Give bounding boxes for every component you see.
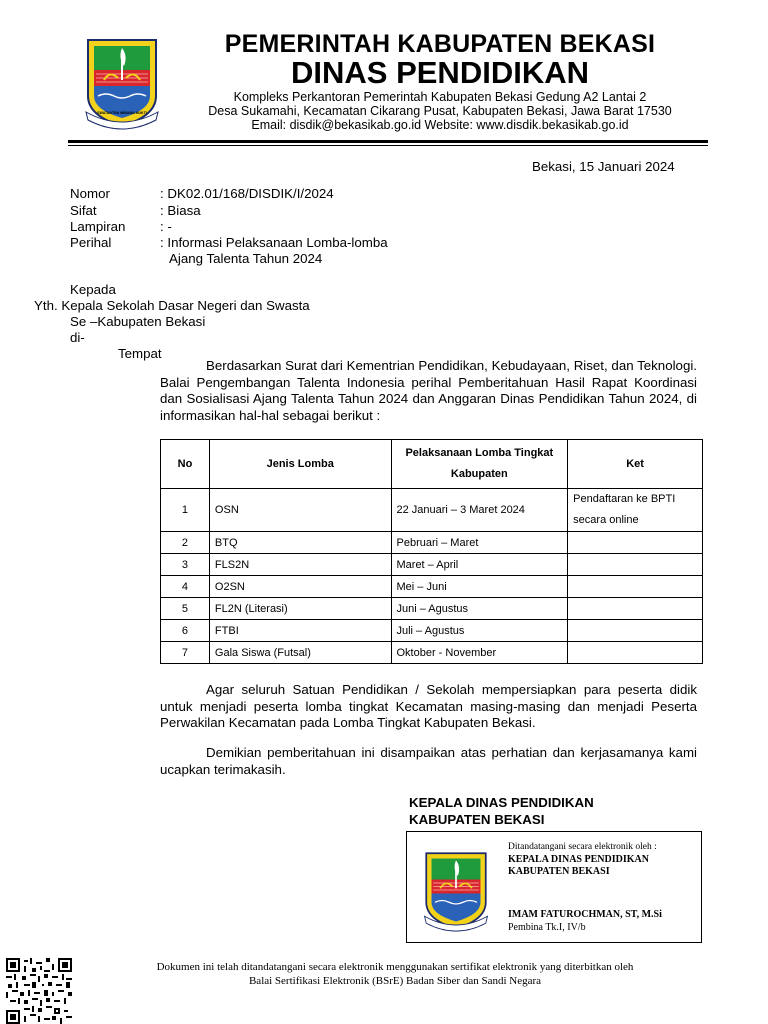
- row-jenis: BTQ: [209, 532, 391, 554]
- recipient-yth: Yth. Kepala Sekolah Dasar Negeri dan Swasta: [34, 298, 310, 313]
- row-ket: [568, 554, 703, 576]
- row-waktu: Pebruari – Maret: [391, 532, 568, 554]
- agency-name: DINAS PENDIDIKAN: [291, 55, 589, 90]
- table-row: [161, 598, 703, 620]
- row-ket: [568, 598, 703, 620]
- row-no: 3: [161, 554, 210, 576]
- table-row: [161, 532, 703, 554]
- row-jenis: FL2N (Literasi): [209, 598, 391, 620]
- footer-line-2: Balai Sertifikasi Elektronik (BSrE) Badan Siber dan Sandi Negara: [248, 975, 542, 987]
- row-no: 4: [161, 576, 210, 598]
- nomor-label: Nomor: [70, 186, 110, 201]
- body-paragraph-3: Demikian pemberitahuan ini disampaikan atas perhatian dan kerjasamanya kami ucapkan terimakasih.: [160, 745, 697, 777]
- row-ket: [568, 620, 703, 642]
- row-ket: [568, 489, 703, 532]
- header-pelaksanaan-line1: Pelaksanaan Lomba Tingkat: [405, 447, 554, 459]
- electronic-signature-box: [406, 831, 702, 943]
- table-row: [161, 576, 703, 598]
- row-waktu: Mei – Juni: [391, 576, 568, 598]
- row-ket: [568, 576, 703, 598]
- table-row: [161, 489, 703, 532]
- table-header-row: [161, 440, 703, 489]
- bekasi-coat-of-arms-logo: [82, 34, 162, 130]
- recipient-di: di-: [70, 330, 85, 345]
- header-no: No: [161, 440, 210, 489]
- body-paragraph-2: Agar seluruh Satuan Pendidikan / Sekolah mempersiapkan para peserta didik untuk menjadi peserta lomba tingkat Kecamatan masing-masing dan menjadi Peserta Perwakilan Kecamatan pada Lomba Tingkat Kabupaten Bekasi.: [160, 682, 697, 730]
- header-ket: Ket: [568, 440, 703, 489]
- row-waktu: Juli – Agustus: [391, 620, 568, 642]
- signatory-title-2: KABUPATEN BEKASI: [409, 812, 545, 827]
- row-no: 1: [161, 489, 210, 532]
- row-waktu: 22 Januari – 3 Maret 2024: [391, 489, 568, 532]
- row-jenis: FTBI: [209, 620, 391, 642]
- signature-title-2: KABUPATEN BEKASI: [508, 866, 610, 877]
- table-row: [161, 642, 703, 664]
- table-row: [161, 554, 703, 576]
- signer-name: IMAM FATUROCHMAN, ST, M.Si: [508, 909, 662, 920]
- body-paragraph-1: Berdasarkan Surat dari Kementrian Pendidikan, Kebudayaan, Riset, dan Teknologi. Balai Pengembangan Talenta Indonesia perihal Pemberitahuan Hasil Rapat Koordinasi dan Sosialisasi Ajang Talenta Tahun 2024 dan Anggaran Dinas Pendidikan Tahun 2024, di informasikan hal-hal sebagai berikut :: [160, 358, 697, 423]
- row-no: 7: [161, 642, 210, 664]
- header-pelaksanaan: [391, 440, 568, 489]
- row-waktu: Juni – Agustus: [391, 598, 568, 620]
- row-jenis: O2SN: [209, 576, 391, 598]
- row-ket-line2: secara online: [573, 514, 639, 526]
- row-no: 6: [161, 620, 210, 642]
- contact-line: Email: disdik@bekasikab.go.id Website: www.disdik.bekasikab.go.id: [251, 118, 629, 132]
- signatory-title-1: KEPALA DINAS PENDIDIKAN: [409, 795, 594, 810]
- lampiran-label: Lampiran: [70, 219, 126, 234]
- row-no: 5: [161, 598, 210, 620]
- logo-motto: SWATANTRA WIBAWA MUKTI: [97, 111, 147, 115]
- signed-by-label: Ditandatangani secara elektronik oleh :: [508, 842, 657, 852]
- header-jenis-lomba: Jenis Lomba: [209, 440, 391, 489]
- signer-rank: Pembina Tk.I, IV/b: [508, 922, 586, 933]
- address-line-2: Desa Sukamahi, Kecamatan Cikarang Pusat, Kabupaten Bekasi, Jawa Barat 17530: [208, 104, 672, 118]
- row-jenis: Gala Siswa (Futsal): [209, 642, 391, 664]
- header-rule-thick: [68, 140, 708, 143]
- perihal-label: Perihal: [70, 235, 112, 250]
- header-pelaksanaan-line2: Kabupaten: [450, 468, 508, 480]
- sifat-label: Sifat: [70, 203, 97, 218]
- nomor-value: : DK02.01/168/DISDIK/I/2024: [160, 186, 334, 201]
- row-waktu: Maret – April: [391, 554, 568, 576]
- kepada: Kepada: [70, 282, 116, 297]
- perihal-value-2: Ajang Talenta Tahun 2024: [169, 251, 323, 266]
- row-jenis: OSN: [209, 489, 391, 532]
- header-rule-thin: [68, 145, 708, 146]
- row-no: 2: [161, 532, 210, 554]
- row-jenis: FLS2N: [209, 554, 391, 576]
- competition-table: [160, 439, 703, 664]
- table-row: [161, 620, 703, 642]
- address-line-1: Kompleks Perkantoran Pemerintah Kabupaten Bekasi Gedung A2 Lantai 2: [233, 90, 647, 104]
- recipient-tempat: Tempat: [118, 346, 162, 361]
- row-ket: [568, 532, 703, 554]
- sifat-value: : Biasa: [160, 203, 201, 218]
- row-ket-line1: Pendaftaran ke BPTI: [573, 493, 676, 505]
- government-name: PEMERINTAH KABUPATEN BEKASI: [224, 30, 656, 58]
- row-waktu: Oktober - November: [391, 642, 568, 664]
- letter-date: Bekasi, 15 Januari 2024: [532, 159, 675, 174]
- signature-logo: [421, 848, 491, 932]
- footer-line-1: Dokumen ini telah ditandatangani secara elektronik menggunakan sertifikat elektronik yang diterbitkan oleh: [156, 961, 634, 973]
- verification-qr-code[interactable]: [6, 958, 72, 1024]
- lampiran-value: : -: [160, 219, 172, 234]
- row-ket: [568, 642, 703, 664]
- signature-title-1: KEPALA DINAS PENDIDIKAN: [508, 854, 649, 865]
- perihal-value: : Informasi Pelaksanaan Lomba-lomba: [160, 235, 388, 250]
- recipient-se: Se –Kabupaten Bekasi: [70, 314, 206, 329]
